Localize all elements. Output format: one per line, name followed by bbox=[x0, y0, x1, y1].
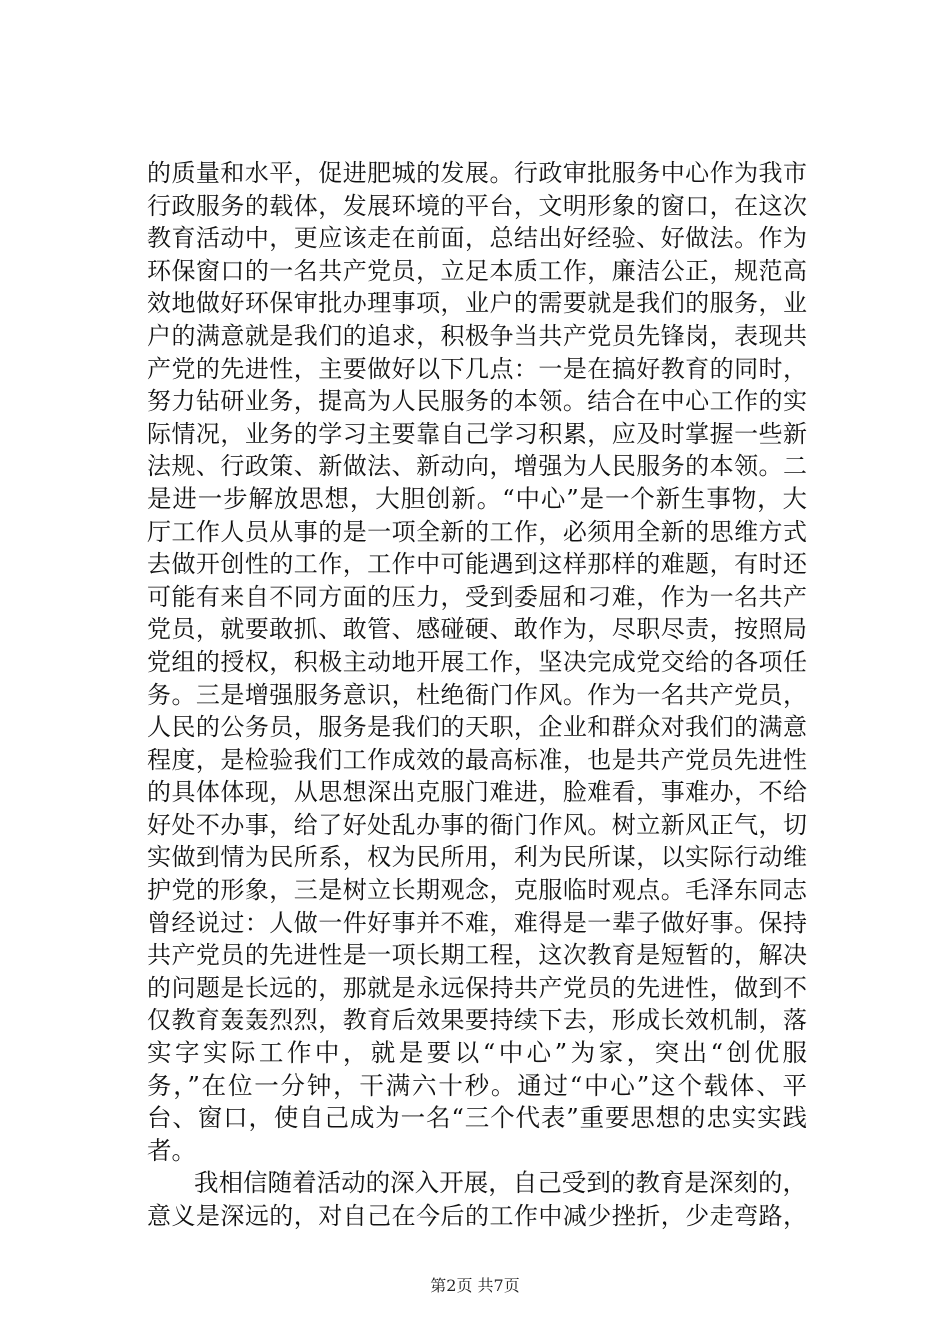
text-line: 努力钻研业务，提高为人民服务的本领。结合在中心工作的实 bbox=[147, 387, 807, 416]
text-line: 效地做好环保审批办理事项，业户的需要就是我们的服务，业 bbox=[147, 289, 807, 318]
paragraph-1 bbox=[147, 157, 807, 1167]
text-line: 意义是深远的，对自己在今后的工作中减少挫折，少走弯路， bbox=[147, 1202, 807, 1230]
text-line: 是进一步解放思想，大胆创新。“中心”是一个新生事物，大 bbox=[147, 483, 807, 513]
text-line: 实做到情为民所系，权为民所用，利为民所谋，以实际行动维 bbox=[147, 843, 807, 872]
paragraph-2 bbox=[147, 1167, 807, 1232]
text-line: 我相信随着活动的深入开展，自己受到的教育是深刻的， bbox=[194, 1168, 807, 1198]
page-footer: 第2页 共7页 bbox=[430, 1276, 520, 1295]
text-line: 户的满意就是我们的追求，积极争当共产党员先锋岗，表现共 bbox=[147, 321, 807, 350]
text-line: 台、窗口，使自己成为一名“三个代表”重要思想的忠实实践 bbox=[147, 1103, 807, 1133]
text-line: 环保窗口的一名共产党员，立足本质工作，廉洁公正，规范高 bbox=[147, 256, 807, 285]
text-line: 党员，就要敢抓、敢管、感碰硬、敢作为，尽职尽责，按照局 bbox=[147, 615, 807, 644]
text-line: 的问题是长远的，那就是永远保持共产党员的先进性，做到不 bbox=[147, 973, 807, 1002]
text-line: 务，”在位一分钟，干满六十秒。通过“中心”这个载体、平 bbox=[147, 1070, 807, 1100]
text-line: 好处不办事，给了好处乱办事的衙门作风。树立新风正气，切 bbox=[147, 810, 807, 839]
text-line: 曾经说过：人做一件好事并不难，难得是一辈子做好事。保持 bbox=[147, 908, 807, 937]
text-line: 党组的授权，积极主动地开展工作，坚决完成党交给的各项任 bbox=[147, 647, 807, 676]
text-line: 程度，是检验我们工作成效的最高标准，也是共产党员先进性 bbox=[147, 745, 807, 774]
text-line: 去做开创性的工作，工作中可能遇到这样那样的难题，有时还 bbox=[147, 550, 807, 579]
text-line: 仅教育轰轰烈烈，教育后效果要持续下去，形成长效机制，落 bbox=[147, 1006, 807, 1035]
text-line: 的具体体现，从思想深出克服门难进，脸难看，事难办，不给 bbox=[147, 778, 807, 807]
text-line: 法规、行政策、新做法、新动向，增强为人民服务的本领。二 bbox=[147, 452, 807, 481]
text-line: 可能有来自不同方面的压力，受到委屈和刁难，作为一名共产 bbox=[147, 582, 807, 611]
text-line: 产党的先进性，主要做好以下几点：一是在搞好教育的同时， bbox=[147, 354, 807, 383]
text-line: 际情况，业务的学习主要靠自己学习积累，应及时掌握一些新 bbox=[147, 419, 807, 448]
text-line: 者。 bbox=[147, 1135, 196, 1165]
text-line: 实字实际工作中，就是要以“中心”为家，突出“创优服 bbox=[147, 1038, 807, 1068]
text-line: 务。三是增强服务意识，杜绝衙门作风。作为一名共产党员， bbox=[147, 680, 807, 709]
text-line: 厅工作人员从事的是一项全新的工作，必须用全新的思维方式 bbox=[147, 517, 807, 546]
text-line: 人民的公务员，服务是我们的天职，企业和群众对我们的满意 bbox=[147, 713, 807, 742]
text-line: 行政服务的载体，发展环境的平台，文明形象的窗口，在这次 bbox=[147, 191, 807, 220]
text-line: 共产党员的先进性是一项长期工程，这次教育是短暂的，解决 bbox=[147, 941, 807, 970]
text-line: 教育活动中，更应该走在前面，总结出好经验、好做法。作为 bbox=[147, 224, 807, 253]
text-line: 护党的形象，三是树立长期观念，克服临时观点。毛泽东同志 bbox=[147, 876, 807, 905]
body-text bbox=[147, 157, 807, 1233]
text-line: 的质量和水平，促进肥城的发展。行政审批服务中心作为我市 bbox=[147, 159, 807, 187]
